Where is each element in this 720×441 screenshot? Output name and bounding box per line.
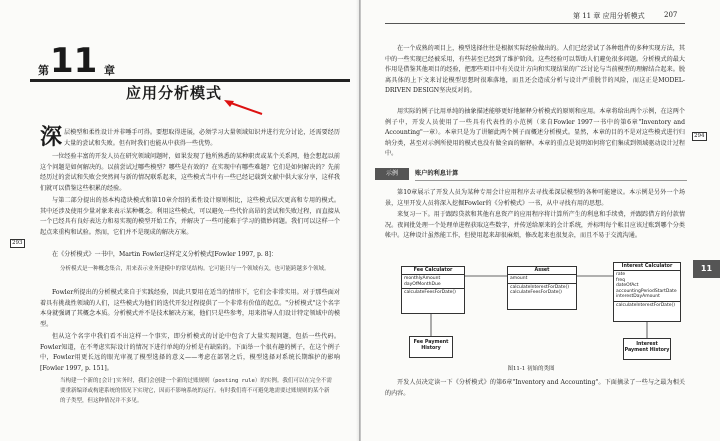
fee-calculator-class: Fee Calculator monthlyAmount dayOfMonthDue calculateFeesForDate() [401,266,465,314]
paragraph-1: 深 层模型和柔性设计并非唾手可得。要想取得进展，必须学习大量领域知识并进行充分讨论，还需要经历大量的尝试和失败。但有时我们也能从中获得一些优势。 [40,125,340,150]
section-title: 账户的利息计算 [415,170,459,177]
paragraph-4: 在《分析模式》一书中，Martin Fowler这样定义分析模式[Fowler 1997, p. 8]： [52,251,278,258]
margin-page-number: 294 [694,133,705,139]
chapter-number: 11 [50,41,98,81]
figure-caption: 图11-1 初始的类图 [507,366,555,372]
fee-payment-history-class: Fee Payment History [409,336,453,358]
chapter-label-prefix: 第 [38,64,49,77]
paragraph-6: 但从这个名字中我们看不出这样一个事实，即分析模式的讨论中包含了大量实现问题，包括一些代码。Fowler知道，在不考虑实际设计的情况下进行单纯的分析是有缺陷的。下面举一个很有趣的例子，在这个例子中，Fowler用更长远的眼光审视了模型选择的意义——考虑在部署之后，模型选择对系统长期维护的影响[Fowler 1997, p. 151]。 [40,333,340,372]
quote-block-2: 当构建一个新的[会计]实务时，我们会创建一个新的过账规则（posting rule）的实例。我们可以在完全不需要重新编译或构建系统的情况下实现它，因而不影响系统的运行。有时我们将不可避免地需要过账规则的某个新的子类型，但这种情况并不多见。 [60,378,332,404]
right-paragraph-3: 第10章展示了开发人员为某种专用会计应用程序去寻找柔深层模型的各种可能建议。本示例是另外一个场景，这里开发人员将深入挖掘Fowler的《分析模式》一书，从中寻找有用的思想。 [385,189,685,207]
chapter-thumb-tab: 11 [693,260,720,278]
section-tag: 示例 [375,168,409,180]
chapter-title: 应用分析模式 [126,84,223,102]
paragraph-3: 与第二部分提出的基本构造块模式和第10章介绍的柔性设计原则相比，这些模式层次更高和专用的模式。其中还涉及使用少量对象来表示某种概念。利用这些模式，可以避免一些代价高昂的尝试和失败过程，而直接从一个已经具有良好表达力和易实现的模型开始工作，并解决了一些可能难于学习的微妙问题。我们可以这样一个起点来重构和试验。然而，它们并不是现成的解决方案。 [40,197,340,236]
drop-cap: 深 [40,125,63,150]
margin-page-number: 293 [12,240,23,246]
paragraph-5: Fowler所提出的分析模式来自于实践经验，因此只要用在适当的情形下，它们会非常实用。对于那些面对着具有挑战性领域的人们，这些模式为他们的迭代开发过程提供了一个非常有价值的起点。"分析模式"这个名字本身就强调了其概念本质。分析模式并不是技术解决方案，他们只是些参考，用来指导人们设计特定领域中的模型。 [40,289,340,328]
right-paragraph-4: 来复习一下。用于跟踪贷款和其他有息资产的应用程序将计算所产生的利息和手续费，并跟踪借方的付款情况。夜间批处理一个处理单进程获取这些数字，并传送给原来的会计系统，并标明每个帐目应该过账到哪个分类帐中。这种设计虽然能工作，但使用起来却很麻烦，修改起来也很复杂，而且不易于交流沟通。 [385,211,685,239]
right-page [361,0,720,441]
right-paragraph-1: 在一个成熟的项目上，模型选择往往是根据实际经验做出的。人们已经尝试了各种组件的多种实现方法，其中的一些实现已经被采用，有些甚至已经到了维护阶段。这些经验可以帮助人们避免很多问题。分析模式的最大作用是借鉴其他项目的经验，把那些项目中有关设计方向和实现结果的广泛讨论与当前模型的理解结合起来。脱离具体的上下文来讨论模型思想时很难落地，而且还会造成分析与设计严重脱节的风险，而这正是MODEL-DRIVEN DESIGN坚决反对的。 [385,45,685,94]
interest-calculator-class: Interest Calculator rate freq dateOfAct accountingPeriodStartDate interestDayAmount calculateInterestForDate() [613,262,681,322]
page-number: 207 [664,11,678,19]
right-paragraph-5: 开发人员决定读一下《分析模式》的第6章"Inventory and Accounting"。下面摘录了一些与之最为相关的内容。 [385,379,685,397]
diagram-connector-lines [361,0,720,441]
chapter-label-suffix: 章 [104,64,115,77]
running-head-chapter: 第 11 章 应用分析模式 [573,12,645,20]
paragraph-2: 一位经验丰富的开发人员在研究领域问题时，如果发现了他所熟悉的某种职责或某个关系网，他会想起以前这个问题是如何解决的。以前尝试过哪些模型？哪些是有效的？在实现中有哪些难题？它们是如何解决的？先前经历过的尝试和失败会突然间与新的情况联系起来，这些模式当中有一些已经记载到文献中供大家分享，这样我们就可以借鉴这些积累的经验。 [40,153,340,192]
asset-class: Asset amount calculateInterestForDate() calculateFeesForDate() [507,266,577,310]
quote-block-1: 分析模式是一种概念集合，用来表示业务建模中的常见结构。它可能只与一个领域有关，也可能跨越多个领域。 [60,266,330,272]
annotation-arrow-icon [222,98,266,116]
interest-payment-history-class: Interest Payment History [623,338,671,360]
right-paragraph-2: 用实际的例子比用单纯的抽象描述能够更好地解释分析模式的原则和应用。本章将给出两个示例，在这两个例子中，开发人员使用了一些具有代表性的小范例（来自Fowler 1997一书中的第6章"Inventory and Accounting"一章）。本章只是为了讲解此两个例子而概述分析模式。显然，本章的目的不是对这些模式进行归纳分类，甚至对示例所使用的模式也没有做全面的解释。本章的重点是说明如何将它们集成到领域驱动设计过程中。 [385,108,685,157]
